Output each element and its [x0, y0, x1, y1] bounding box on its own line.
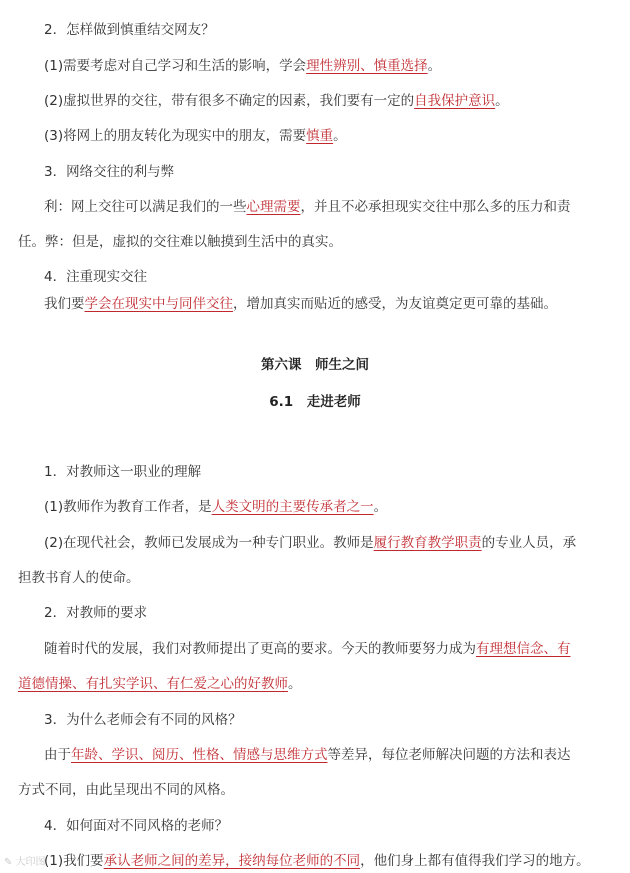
text-line	[44, 91, 509, 111]
text-span: 由于	[44, 747, 71, 763]
text-span: 随着时代的发展，我们对教师提出了更高的要求。今天的教师要努力成为	[44, 641, 476, 657]
text-line	[44, 851, 590, 871]
highlighted-keyphrase: 理性辨别、慎重选择	[306, 58, 428, 74]
text-line	[44, 745, 571, 765]
text-line	[44, 162, 174, 182]
text-line	[44, 462, 201, 482]
text-line	[18, 674, 302, 694]
text-span: 担教书育人的使命。	[18, 570, 140, 586]
text-span: 2．怎样做到慎重结交网友？	[44, 22, 215, 38]
text-span: 3．网络交往的利与弊	[44, 164, 175, 180]
text-line	[44, 533, 576, 553]
text-span: 4．如何面对不同风格的老师？	[44, 818, 229, 834]
watermark-logo-icon: ✎	[4, 857, 16, 868]
text-span: 任。弊：但是，虚拟的交往难以触摸到生活中的真实。	[18, 234, 342, 250]
watermark-text: 大印图	[15, 857, 46, 868]
text-span: (2)在现代社会，教师已发展成为一种专门职业。教师是	[44, 535, 374, 551]
text-span: 我们要	[44, 296, 85, 312]
watermark	[4, 853, 46, 868]
text-line	[18, 568, 140, 588]
text-span: (2)虚拟世界的交往，带有很多不确定的因素，我们要有一定的	[44, 93, 415, 109]
text-span: 利：网上交往可以满足我们的一些	[44, 199, 247, 215]
text-line	[44, 603, 147, 623]
text-span: 4．注重现实交往	[44, 269, 148, 285]
lesson-title: 第六课 师生之间	[261, 357, 369, 373]
text-span: ，他们身上都有值得我们学习的地方。	[360, 853, 590, 869]
text-line	[44, 816, 228, 836]
text-span: 方式不同，由此呈现出不同的风格。	[18, 782, 234, 798]
highlighted-keyphrase: 年龄、学识、阅历、性格、情感与思维方式	[71, 747, 328, 763]
text-span: 。	[427, 58, 442, 74]
text-span: 2．对教师的要求	[44, 605, 148, 621]
text-span: 1．对教师这一职业的理解	[44, 464, 202, 480]
text-line	[18, 232, 342, 252]
text-span: ，增加真实而贴近的感受，为友谊奠定更可靠的基础。	[233, 296, 557, 312]
text-span: 3．为什么老师会有不同的风格？	[44, 712, 242, 728]
text-line	[44, 267, 147, 287]
text-line	[18, 780, 234, 800]
highlighted-keyphrase: 履行教育教学职责	[373, 535, 482, 551]
highlighted-keyphrase: 承认老师之间的差异，接纳每位老师的不同	[103, 853, 361, 869]
text-span: (3)将网上的朋友转化为现实中的朋友，需要	[44, 128, 307, 144]
text-span: (1)需要考虑对自己学习和生活的影响，学会	[44, 58, 307, 74]
text-line	[44, 20, 215, 40]
highlighted-keyphrase: 道德情操、有扎实学识、有仁爱之心的好教师	[18, 676, 288, 692]
text-line	[44, 710, 242, 730]
text-line	[44, 126, 347, 146]
text-line	[44, 197, 571, 217]
text-span: 。	[495, 93, 509, 109]
text-span: 。	[333, 128, 347, 144]
highlighted-keyphrase: 慎重	[306, 128, 334, 144]
highlighted-keyphrase: 学会在现实中与同伴交往	[84, 296, 233, 312]
highlighted-keyphrase: 人类文明的主要传承者之一	[211, 499, 374, 515]
text-line	[44, 56, 441, 76]
text-span: ，并且不必承担现实交往中那么多的压力和责	[300, 199, 571, 215]
text-span: (1)我们要	[44, 853, 104, 869]
highlighted-keyphrase: 心理需要	[246, 199, 301, 215]
text-span: 。	[288, 676, 302, 692]
text-span: 的专业人员，承	[481, 535, 577, 551]
text-span: 。	[373, 499, 388, 515]
text-span: 等差异，每位老师解决问题的方法和表达	[327, 747, 571, 763]
text-span: (1)教师作为教育工作者，是	[44, 499, 212, 515]
text-line	[44, 639, 571, 659]
highlighted-keyphrase: 有理想信念、有	[476, 641, 571, 657]
text-line	[44, 294, 557, 314]
section-title: 6.1 走进老师	[269, 394, 361, 410]
text-line	[44, 497, 387, 517]
highlighted-keyphrase: 自我保护意识	[414, 93, 496, 109]
